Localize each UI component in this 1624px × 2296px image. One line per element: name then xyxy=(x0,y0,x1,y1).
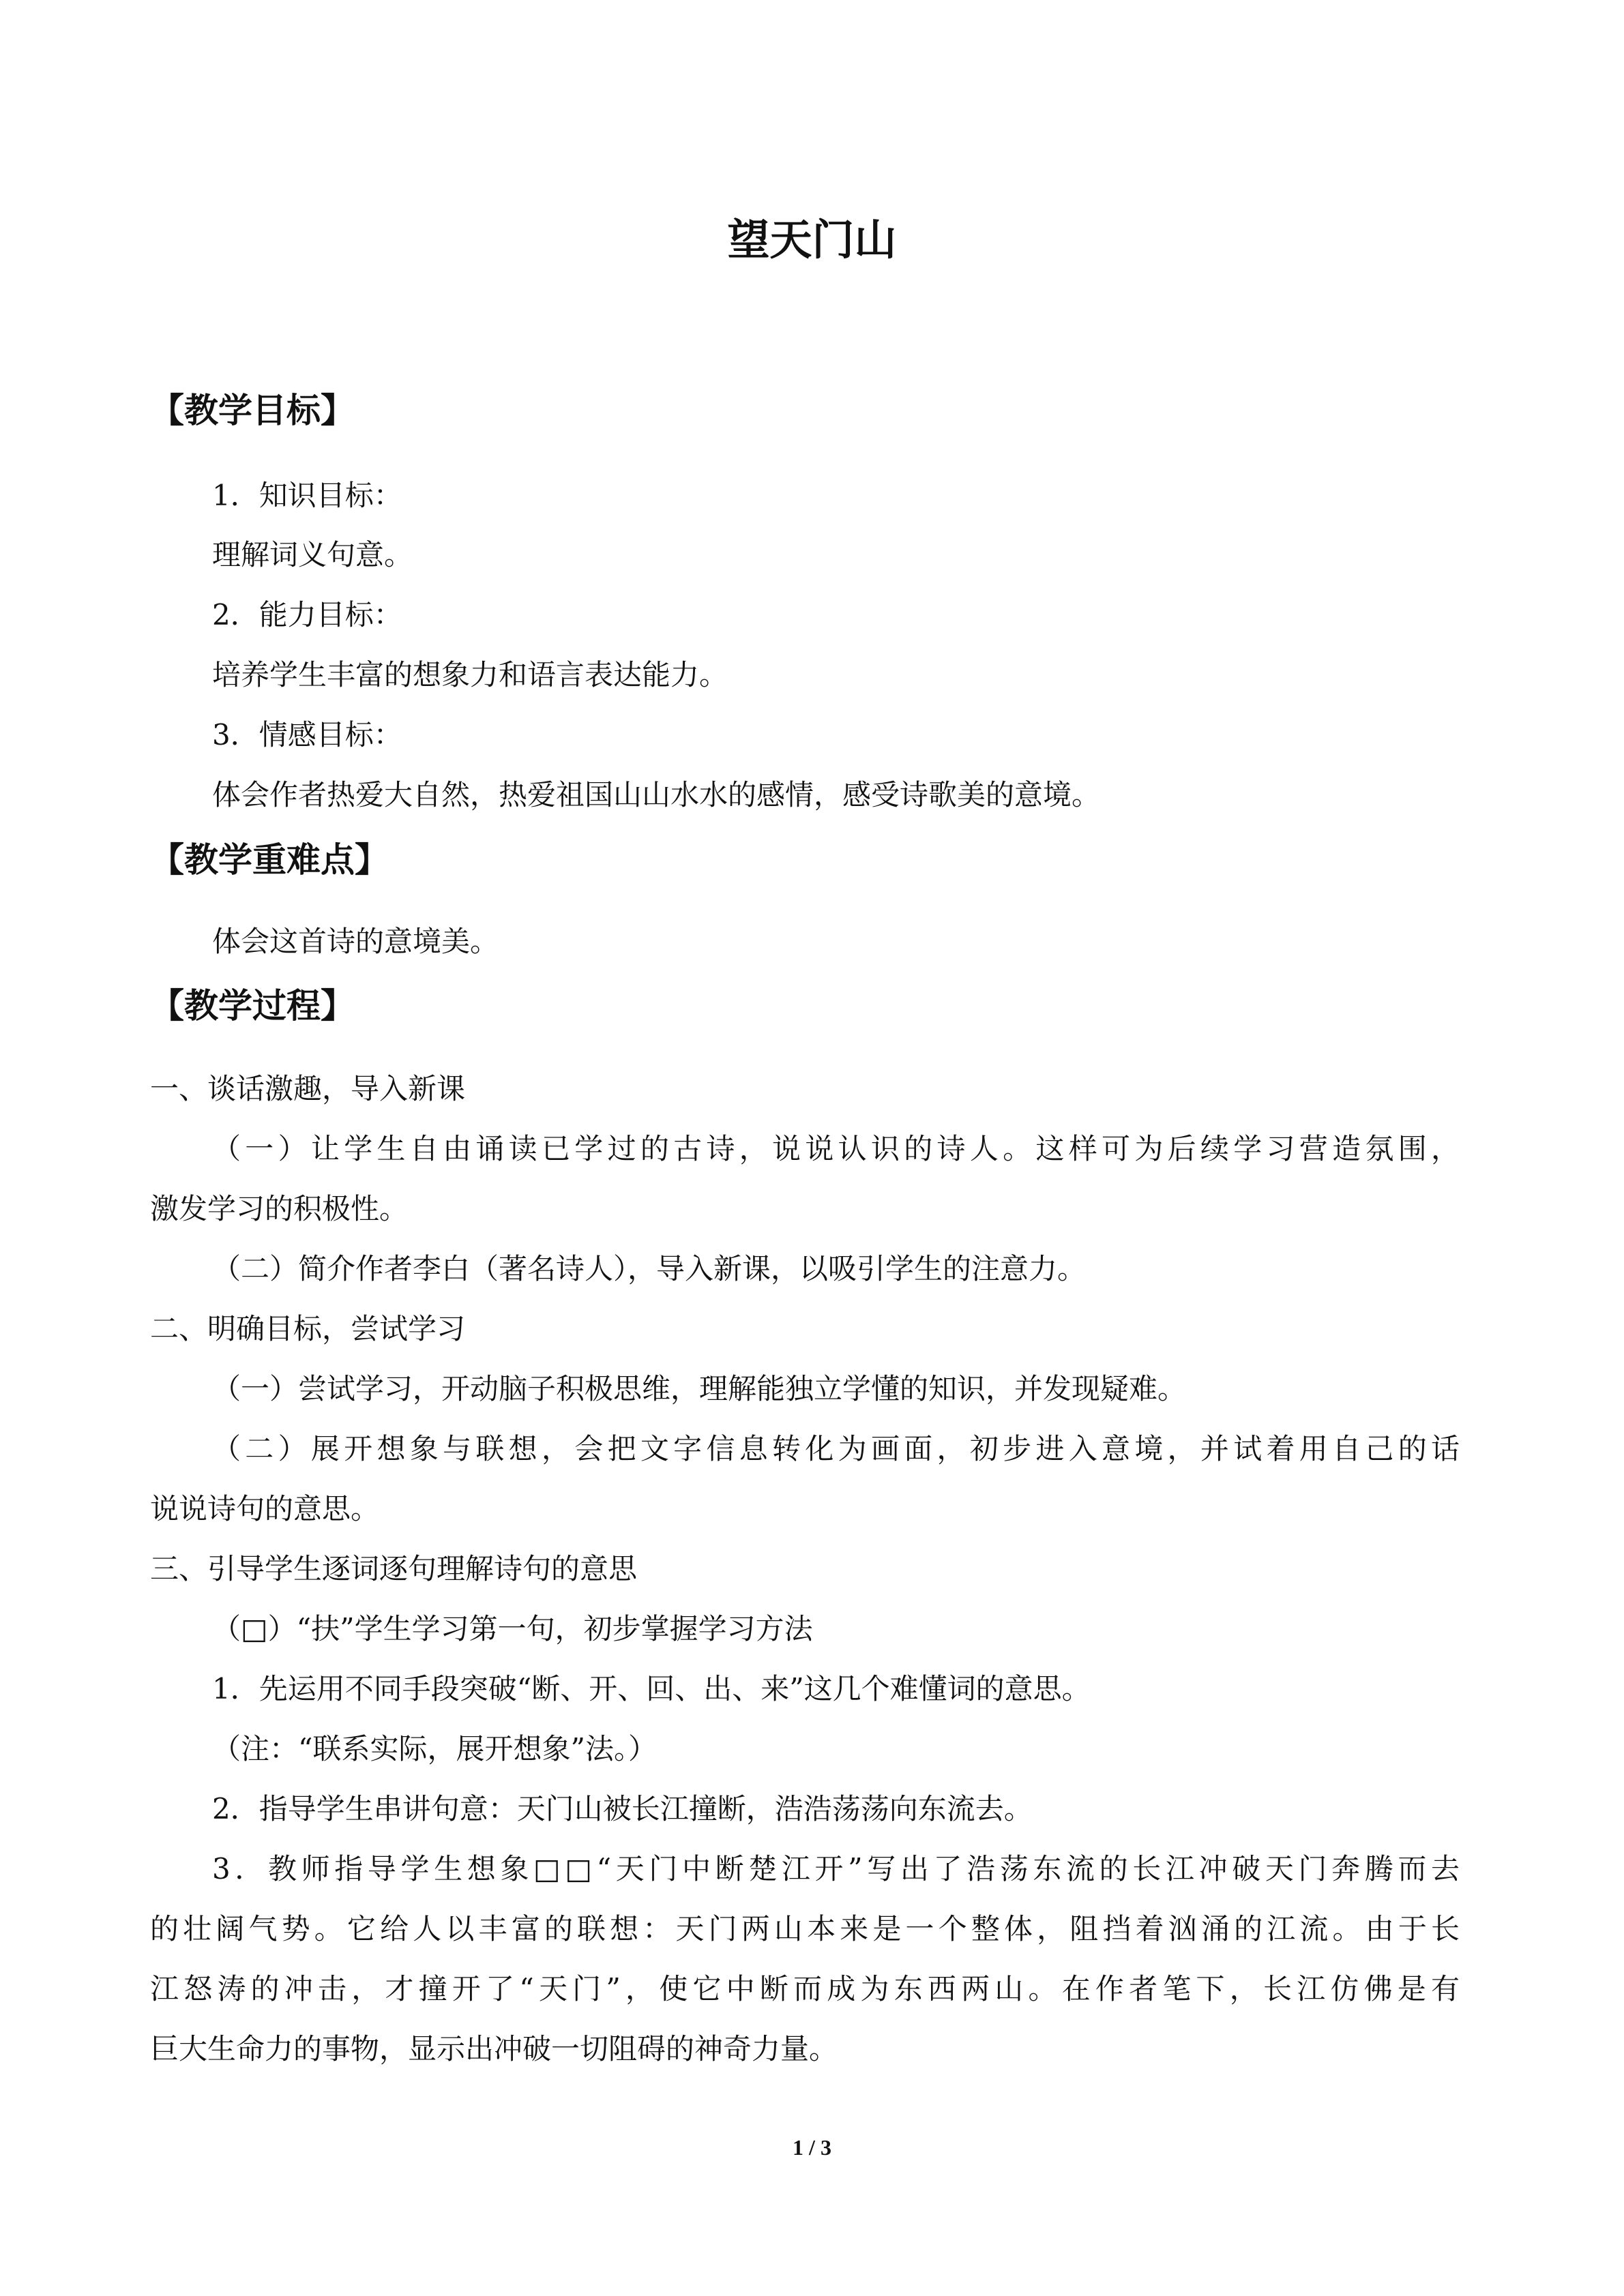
goal-knowledge-text: 理解词义句意。 xyxy=(212,538,413,571)
process-step-3-sub-3-line-4: 巨大生命力的事物，显示出冲破一切阻碍的神奇力量。 xyxy=(150,2032,838,2066)
process-step-2-item-2-line-2: 说说诗句的意思。 xyxy=(150,1492,380,1525)
process-step-3-item-1: （□）“扶”学生学习第一句，初步掌握学习方法 xyxy=(212,1612,813,1645)
process-step-3-sub-3-line-3: 江怒涛的冲击，才撞开了“天门”，使它中断而成为东西两山。在作者笔下，长江仿佛是有 xyxy=(150,1972,1460,2006)
section-heading-key-points: 【教学重难点】 xyxy=(150,840,389,880)
process-step-1-item-2: （二）简介作者李白（著名诗人），导入新课，以吸引学生的注意力。 xyxy=(212,1252,1087,1285)
goal-knowledge-label: 1．知识目标： xyxy=(212,479,402,512)
goal-emotion-label: 3．情感目标： xyxy=(212,718,402,751)
process-step-1-item-1-line-1: （一）让学生自由诵读已学过的古诗，说说认识的诗人。这样可为后续学习营造氛围， xyxy=(212,1132,1460,1165)
process-step-1-heading: 一、谈话激趣，导入新课 xyxy=(150,1072,466,1105)
process-step-3-heading: 三、引导学生逐词逐句理解诗句的意思 xyxy=(150,1552,638,1585)
key-points-text: 体会这首诗的意境美。 xyxy=(212,925,499,958)
process-step-3-note: （注：“联系实际，展开想象”法。） xyxy=(212,1732,657,1765)
document-title: 望天门山 xyxy=(727,215,897,265)
page-indicator: 1 / 3 xyxy=(793,2135,831,2160)
process-step-2-item-1: （一）尝试学习，开动脑子积极思维，理解能独立学懂的知识，并发现疑难。 xyxy=(212,1372,1187,1405)
process-step-3-sub-3-line-2: 的壮阔气势。它给人以丰富的联想：天门两山本来是一个整体，阻挡着汹涌的江流。由于长 xyxy=(150,1912,1460,1945)
goal-ability-text: 培养学生丰富的想象力和语言表达能力。 xyxy=(212,658,728,691)
goal-emotion-text: 体会作者热爱大自然，热爱祖国山山水水的感情，感受诗歌美的意境。 xyxy=(212,778,1101,811)
process-step-2-item-2-line-1: （二）展开想象与联想，会把文字信息转化为画面，初步进入意境，并试着用自己的话 xyxy=(212,1432,1460,1465)
process-step-3-sub-2: 2．指导学生串讲句意：天门山被长江撞断，浩浩荡荡向东流去。 xyxy=(212,1792,1033,1825)
goal-ability-label: 2．能力目标： xyxy=(212,598,402,631)
section-heading-process: 【教学过程】 xyxy=(150,986,355,1026)
process-step-2-heading: 二、明确目标，尝试学习 xyxy=(150,1312,466,1345)
process-step-3-sub-3-line-1: 3．教师指导学生想象□□“天门中断楚江开”写出了浩荡东流的长江冲破天门奔腾而去 xyxy=(212,1852,1460,1885)
section-heading-goals: 【教学目标】 xyxy=(150,391,355,430)
process-step-1-item-1-line-2: 激发学习的积极性。 xyxy=(150,1192,409,1225)
process-step-3-sub-1: 1．先运用不同手段突破“断、开、回、出、来”这几个难懂词的意思。 xyxy=(212,1672,1091,1705)
